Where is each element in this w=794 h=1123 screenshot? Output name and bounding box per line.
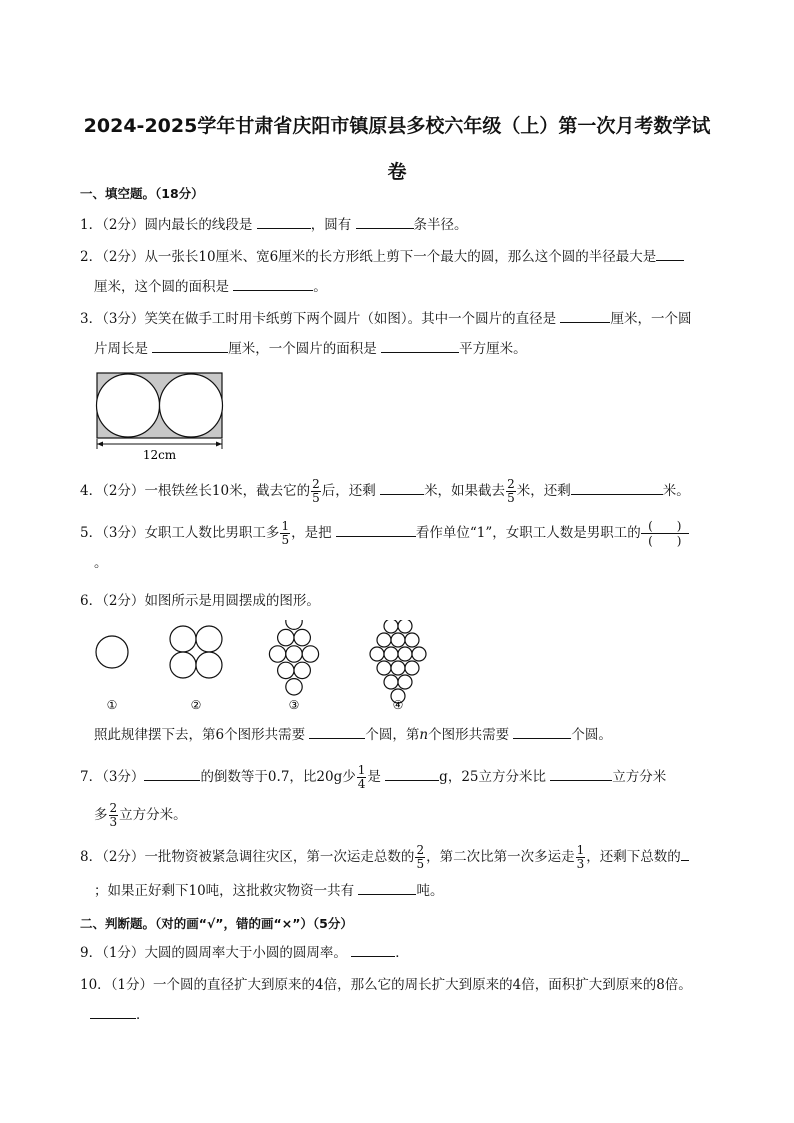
answer-blank[interactable] bbox=[351, 942, 395, 957]
answer-blank[interactable] bbox=[380, 480, 424, 495]
pattern-circle bbox=[278, 662, 294, 678]
fraction: $\frac{1}{5}$ bbox=[281, 519, 290, 547]
pattern-circle bbox=[391, 633, 405, 647]
question-4: 4．（2分）一根铁丝长10米，截去它的 $\frac{2}{5}$ 后，还剩 米，如果截去 $\frac{2}{5}$ 米，还剩 米。 bbox=[80, 477, 690, 505]
pattern-circle bbox=[286, 646, 302, 662]
answer-blank[interactable] bbox=[309, 724, 365, 739]
pattern-circle bbox=[398, 620, 412, 633]
answer-blank[interactable] bbox=[550, 766, 612, 781]
answer-blank[interactable] bbox=[358, 880, 416, 895]
answer-fraction-blank[interactable]: ( ) ( ) bbox=[641, 519, 689, 548]
circle-left bbox=[97, 374, 160, 437]
pattern-circle bbox=[286, 679, 302, 695]
pattern-circle bbox=[286, 620, 302, 629]
pattern-label: ② bbox=[190, 698, 202, 712]
pattern-circle bbox=[294, 629, 310, 645]
pattern-circle bbox=[377, 661, 391, 675]
fraction: $\frac{2}{5}$ bbox=[312, 477, 320, 505]
pattern-circle bbox=[405, 633, 419, 647]
pattern-circle bbox=[391, 661, 405, 675]
section-fill-blank-heading: 一、填空题。（18分） bbox=[80, 186, 204, 201]
pattern-circle bbox=[377, 633, 391, 647]
pattern-circle bbox=[384, 647, 398, 661]
answer-blank[interactable] bbox=[144, 766, 200, 781]
question-7: 7．（3分） 的倒数等于0.7，比20g少 $\frac{1}{4}$ 是 g，25立方分米比 立方分米 多 $\frac{2}{3}$ 立方分米。 bbox=[80, 763, 667, 829]
pattern-label: ④ bbox=[392, 698, 404, 712]
question-10: 10．（1分）一个圆的直径扩大到原来的4倍，那么它的周长扩大到原来的4倍，面积扩大到原来的8倍。 ． bbox=[80, 977, 692, 1023]
section-true-false-heading: 二、判断题。（对的画“√”，错的画“×”）（5分） bbox=[80, 916, 353, 931]
answer-blank[interactable] bbox=[381, 338, 459, 353]
question-9: 9．（1分）大圆的圆周率大于小圆的圆周率。 ． bbox=[80, 938, 720, 968]
question-3: 3．（3分）笑笑在做手工时用卡纸剪下两个圆片（如图）。其中一个圆片的直径是 厘米，一个圆 片周长是 厘米，一个圆片的面积是 平方厘米。 bbox=[80, 304, 720, 364]
answer-blank[interactable] bbox=[233, 276, 313, 291]
answer-blank[interactable] bbox=[336, 522, 416, 537]
pattern-circle bbox=[294, 662, 310, 678]
pattern-4 bbox=[370, 620, 426, 703]
question-1: 1．（2分）圆内最长的线段是 ，圆有 条半径。 bbox=[80, 210, 720, 240]
question-2: 2．（2分）从一张长10厘米、宽6厘米的长方形纸上剪下一个最大的圆，那么这个圆的半径最大是 厘米，这个圆的面积是 。 bbox=[80, 242, 720, 302]
pattern-label: ① bbox=[106, 698, 118, 712]
dimension-label: 12cm bbox=[142, 448, 177, 462]
fraction: $\frac{1}{4}$ bbox=[357, 763, 366, 791]
pattern-3 bbox=[269, 620, 318, 695]
answer-blank[interactable] bbox=[356, 214, 414, 229]
fraction: $\frac{2}{5}$ bbox=[416, 843, 425, 871]
answer-blank[interactable] bbox=[385, 766, 439, 781]
pattern-circle bbox=[384, 675, 398, 689]
answer-blank[interactable] bbox=[560, 308, 610, 323]
question-8: 8．（2分）一批物资被紧急调往灾区，第一次运走总数的 $\frac{2}{5}$ ，第二次比第一次多运走 $\frac{1}{3}$ ，还剩下总数的 ；如果正好剩下10吨，这批救灾物资一共有 吨。 bbox=[80, 840, 720, 908]
fraction: $\frac{2}{3}$ bbox=[109, 801, 118, 829]
answer-blank[interactable] bbox=[257, 214, 311, 229]
answer-blank[interactable] bbox=[90, 1004, 136, 1019]
pattern-circle bbox=[278, 629, 294, 645]
pattern-1 bbox=[96, 636, 128, 668]
answer-blank[interactable] bbox=[152, 338, 228, 353]
pattern-circle bbox=[269, 646, 285, 662]
pattern-2 bbox=[170, 626, 222, 678]
circle-right bbox=[160, 374, 223, 437]
pattern-circle bbox=[384, 620, 398, 633]
pattern-circle bbox=[302, 646, 318, 662]
answer-blank[interactable] bbox=[571, 480, 663, 495]
exam-title-line1: 2024-2025学年甘肃省庆阳市镇原县多校六年级（上）第一次月考数学试 bbox=[83, 115, 711, 137]
pattern-circle bbox=[412, 647, 426, 661]
pattern-circle bbox=[370, 647, 384, 661]
pattern-circle bbox=[398, 647, 412, 661]
pattern-circle bbox=[405, 661, 419, 675]
circle-pattern-figure bbox=[88, 620, 448, 712]
answer-blank[interactable] bbox=[513, 724, 571, 739]
exam-title bbox=[0, 103, 794, 195]
question-5: 5．（3分）女职工人数比男职工多 $\frac{1}{5}$ ，是把 看作单位“1”，女职工人数是男职工的 ( ) ( ) 。 bbox=[80, 518, 720, 578]
question-6: 6．（2分）如图所示是用圆摆成的图形。 bbox=[80, 593, 320, 609]
pattern-circle bbox=[398, 675, 412, 689]
pattern-label: ③ bbox=[288, 698, 300, 712]
two-circles-figure bbox=[94, 371, 226, 463]
fraction: $\frac{2}{5}$ bbox=[507, 477, 515, 505]
answer-blank[interactable] bbox=[656, 246, 684, 261]
exam-title-line2: 卷 bbox=[387, 161, 407, 183]
question-6-continued: 照此规律摆下去，第6个图形共需要 个圆，第n个图形共需要 个圆。 bbox=[80, 720, 720, 750]
answer-blank[interactable] bbox=[681, 846, 689, 861]
fraction: $\frac{1}{3}$ bbox=[576, 843, 585, 871]
